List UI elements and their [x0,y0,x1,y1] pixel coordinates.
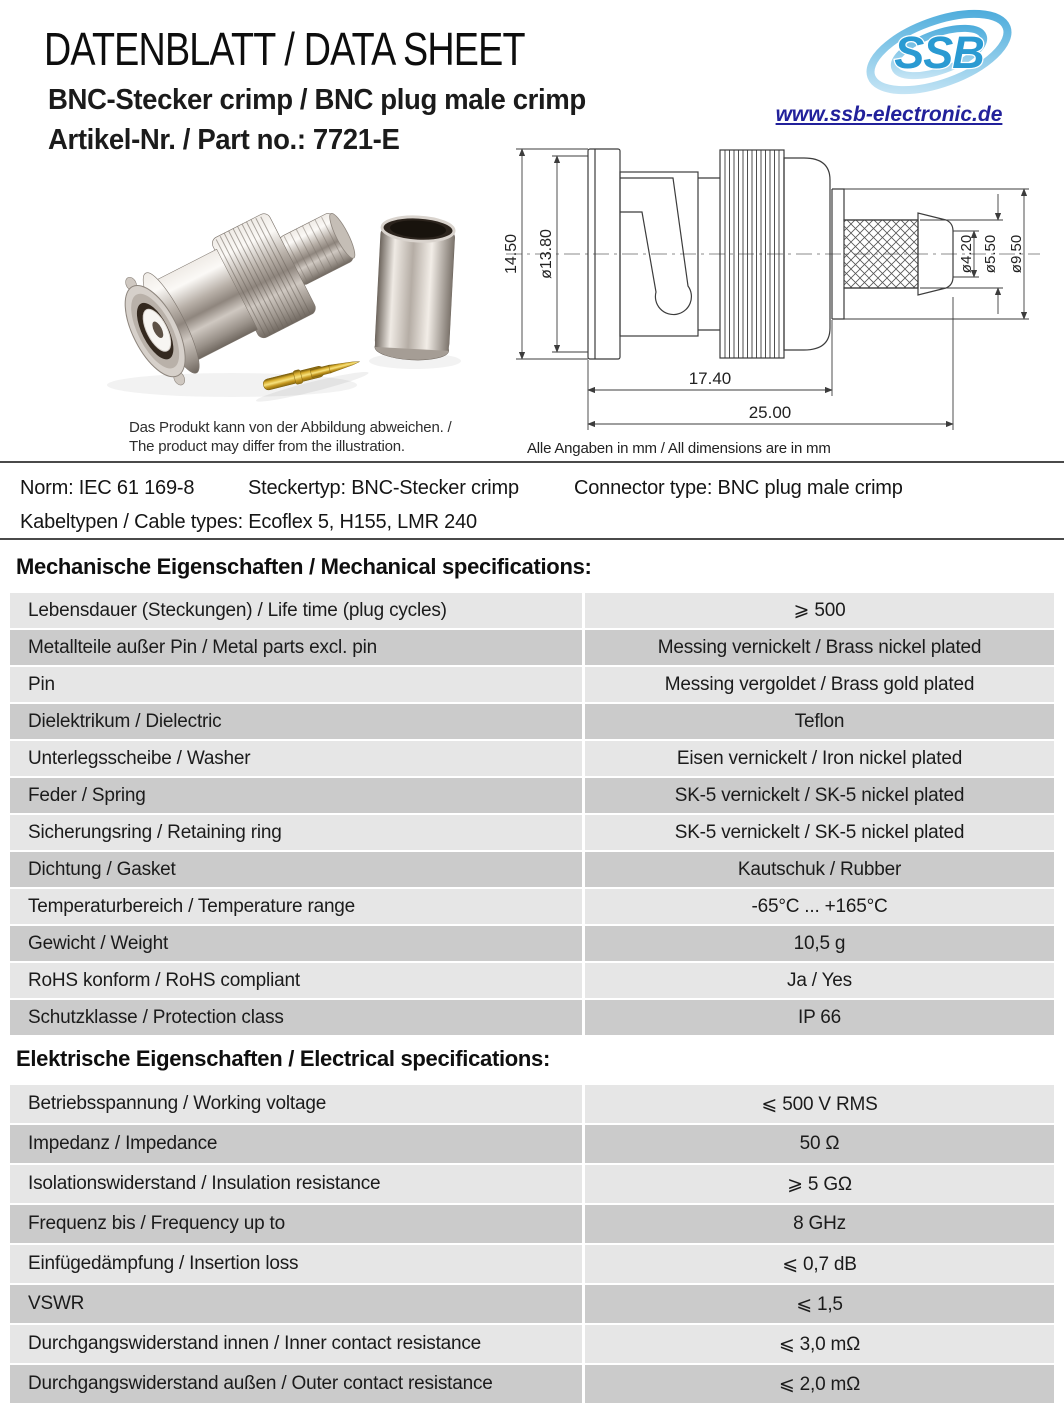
spec-label: Frequenz bis / Frequency up to [10,1205,582,1243]
spec-value: Eisen vernickelt / Iron nickel plated [585,741,1054,776]
photo-caption [129,418,451,456]
table-row [10,741,1054,776]
spec-value: 8 GHz [585,1205,1054,1243]
ssb-logo-text: SSB [894,27,984,78]
spec-value: 50 Ω [585,1125,1054,1163]
spec-value: Messing vernickelt / Brass nickel plated [585,630,1054,665]
drawing-caption: Alle Angaben in mm / All dimensions are in mm [527,440,831,457]
crimp-ferrule-illustration [374,215,455,362]
dim-label-total-length: 25.00 [748,403,792,422]
table-row [10,926,1054,961]
spec-label: Lebensdauer (Steckungen) / Life time (plug cycles) [10,593,582,628]
bayonet-slot [620,178,691,315]
spec-value: ⩾ 500 [585,593,1054,628]
spec-label: Feder / Spring [10,778,582,813]
gold-pin-illustration [251,353,370,405]
dim-label-flange-dia: ø13.80 [538,229,555,279]
spec-value: Teflon [585,704,1054,739]
spec-label: VSWR [10,1285,582,1323]
table-row [10,630,1054,665]
mechanical-table [10,593,1054,1037]
spec-value: ⩽ 500 V RMS [585,1085,1054,1123]
table-row [10,1085,1054,1123]
spec-label: Sicherungsring / Retaining ring [10,815,582,850]
table-row [10,815,1054,850]
bnc-connector-illustration [108,180,375,395]
page-title: DATENBLATT / DATA SHEET [44,23,525,75]
spec-label: Durchgangswiderstand innen / Inner contact resistance [10,1325,582,1363]
spec-value: 10,5 g [585,926,1054,961]
spec-value: ⩽ 1,5 [585,1285,1054,1323]
spec-label: Betriebsspannung / Working voltage [10,1085,582,1123]
dimension-lines [516,149,1029,430]
table-row [10,963,1054,998]
spec-value: ⩽ 3,0 mΩ [585,1325,1054,1363]
table-row [10,778,1054,813]
table-row [10,593,1054,628]
spec-label: Impedanz / Impedance [10,1125,582,1163]
table-row [10,852,1054,887]
dimension-labels [503,229,1025,422]
crimp-knurl-hatch [844,220,918,288]
spec-label: RoHS konform / RoHS compliant [10,963,582,998]
divider [0,461,1064,463]
electrical-table [10,1085,1054,1405]
spec-value: SK-5 vernickelt / SK-5 nickel plated [585,815,1054,850]
spec-value: ⩽ 0,7 dB [585,1245,1054,1283]
spec-value: SK-5 vernickelt / SK-5 nickel plated [585,778,1054,813]
ssb-logo-icon [860,6,1018,104]
spec-value: Messing vergoldet / Brass gold plated [585,667,1054,702]
spec-value: IP 66 [585,1000,1054,1035]
dim-label-body-length: 17.40 [688,369,732,388]
spec-value: Ja / Yes [585,963,1054,998]
spec-label: Einfügedämpfung / Insertion loss [10,1245,582,1283]
divider [0,538,1064,540]
dim-label-barrel-dia: ø5.50 [982,234,999,274]
part-number-line: Artikel-Nr. / Part no.: 7721-E [48,124,400,156]
mechanical-heading: Mechanische Eigenschaften / Mechanical specifications: [16,554,592,579]
website-link[interactable]: www.ssb-electronic.de [775,103,1003,126]
table-row [10,1165,1054,1203]
dim-label-rear-dia: ø9.50 [1008,234,1025,274]
table-row [10,667,1054,702]
spec-label: Gewicht / Weight [10,926,582,961]
spec-label: Schutzklasse / Protection class [10,1000,582,1035]
spec-label: Metallteile außer Pin / Metal parts excl. pin [10,630,582,665]
norm-cable-types: Kabeltypen / Cable types: Ecoflex 5, H155, LMR 240 [20,511,477,533]
table-row [10,1245,1054,1283]
product-subtitle: BNC-Stecker crimp / BNC plug male crimp [48,84,586,116]
spec-value: Kautschuk / Rubber [585,852,1054,887]
spec-label: Durchgangswiderstand außen / Outer contact resistance [10,1365,582,1403]
dim-label-inner-dia: ø4.20 [958,234,975,274]
spec-label: Temperaturbereich / Temperature range [10,889,582,924]
spec-value: ⩾ 5 GΩ [585,1165,1054,1203]
spec-label: Dichtung / Gasket [10,852,582,887]
photo-caption-line2: The product may differ from the illustration. [129,438,405,455]
table-row [10,1125,1054,1163]
spec-label: Unterlegsscheibe / Washer [10,741,582,776]
spec-label: Pin [10,667,582,702]
table-row [10,1205,1054,1243]
table-row [10,1365,1054,1403]
norm-connector-type: Connector type: BNC plug male crimp [574,477,903,499]
electrical-heading: Elektrische Eigenschaften / Electrical specifications: [16,1046,551,1071]
photo-caption-line1: Das Produkt kann von der Abbildung abweichen. / [129,419,452,436]
table-row [10,1000,1054,1035]
spec-label: Isolationswiderstand / Insulation resistance [10,1165,582,1203]
spec-value: ⩽ 2,0 mΩ [585,1365,1054,1403]
norm-steckertyp: Steckertyp: BNC-Stecker crimp [248,477,519,499]
spec-label: Dielektrikum / Dielectric [10,704,582,739]
technical-drawing [500,134,1060,434]
spec-value: -65°C ... +165°C [585,889,1054,924]
table-row [10,704,1054,739]
table-row [10,1325,1054,1363]
product-photo [92,175,492,417]
table-row [10,1285,1054,1323]
dim-label-height: 14.50 [503,233,520,275]
table-row [10,889,1054,924]
norm-standard: Norm: IEC 61 169-8 [20,477,195,499]
